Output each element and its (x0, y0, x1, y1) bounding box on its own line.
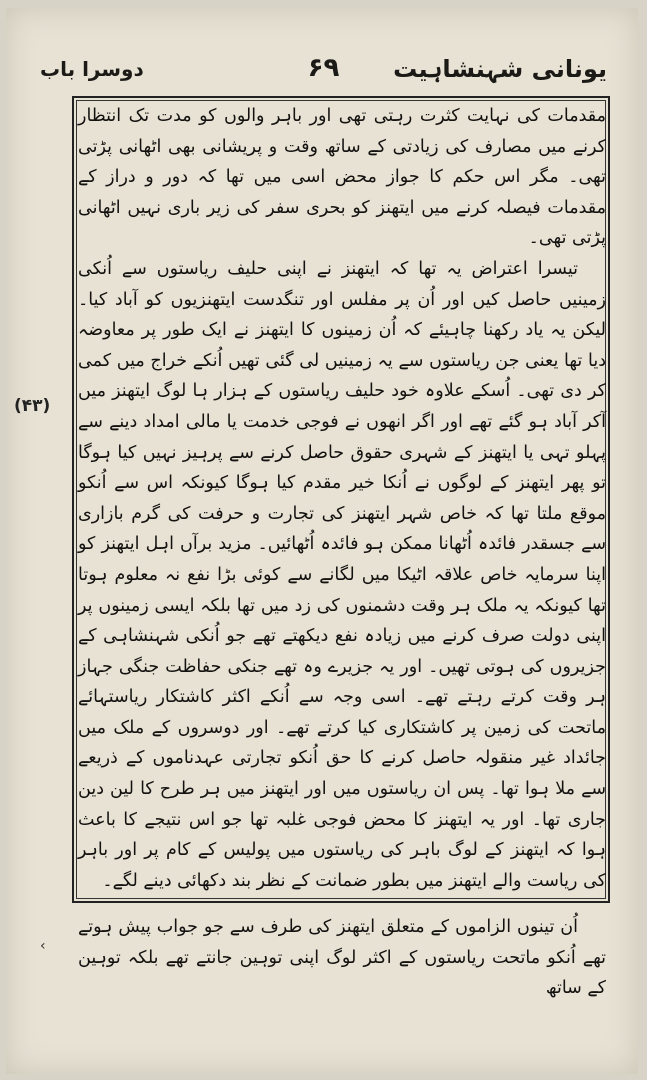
continuation-text (78, 912, 606, 1004)
margin-note: (۴۳) (14, 396, 51, 416)
paragraph: مقدمات کی نہایت کثرت رہتی تھی اور باہر والوں کو مدت تک انتظار کرنے میں مصارف کی زیادتی کے ساتھ وقت و پریشانی بھی اٹھانی پڑتی تھی۔ مگر اس حکم کا جواز محض اسی میں تھا کہ دور و دراز کے مقدمات فیصلہ کرنے میں ایتھنز کو بحری سفر کی زیر باری نہیں اٹھانی پڑتی تھی۔ (78, 106, 606, 249)
page-number: ۶۹ (307, 53, 340, 83)
paragraph: اُن تینوں الزاموں کے متعلق ایتھنز کی طرف سے جو جواب پیش ہوتے تھے اُنکو ماتحت ریاستوں کے اکثر لوگ اپنی توہین جانتے تھے بلکہ توہین کے ساتھ (78, 917, 606, 999)
ink-speck: ‹ (40, 938, 46, 954)
running-header (40, 55, 607, 89)
paragraph: تیسرا اعتراض یہ تھا کہ ایتھنز نے اپنی حلیف ریاستوں سے اُنکی زمینیں حاصل کیں اور اُن پر مفلس اور تنگدست ایتھنزیوں کو آباد کیا۔ لیکن یہ یاد رکھنا چاہیئے کہ اُن زمینوں کا ایتھنز نے ایک طور پر معاوضہ دیا تھا یعنی جن ریاستوں سے یہ زمینیں لی گئی تھیں اُنکے خراج میں کمی کر دی تھی۔ اُسکے علاوہ خود حلیف ریاستوں کے ہزار ہا لوگ ایتھنز میں آکر آباد ہو گئے تھے اور اگر انھوں نے فوجی خدمت یا مالی امداد دینے سے پہلو تہی یا ایتھنز کے شہری حقوق حاصل کرنے سے پرہیز نہیں کیا ہوگا تو پھر ایتھنز کے لوگوں نے اُنکا خیر مقدم کیا ہوگا کیونکہ اس سے اُنکو موقع ملتا تھا کہ خاص شہر ایتھنز کی تجارت و حرفت کی گرم بازاری سے جسقدر فائدہ اُٹھانا ممکن ہو فائدہ اُٹھائیں۔ مزید برآں اہل ایتھنز کو اپنا سرمایہ خاص علاقہ اٹیکا میں لگانے سے کوئی بڑا نفع نہ معلوم ہوتا تھا کیونکہ یہ ملک ہر وقت دشمنوں کی زد میں تھا بلکہ ایسی زمینوں پر اپنی دولت صرف کرنے میں زیادہ نفع دیکھتے تھے جو اُنکی شہنشاہی کے جزیروں کی ہوتی تھیں۔ اور یہ جزیرے وہ تھے جنکی حفاظت جنگی جہاز ہر وقت کرتے رہتے تھے۔ اسی وجہ سے اُنکے اکثر کاشتکار ریاستہائے ماتحت کی زمین پر کاشتکاری کیا کرتے تھے۔ اور دوسروں کے ملک میں جائداد غیر منقولہ حاصل کرنے کا حق اُنکو تجارتی عہدناموں کے ذریعے سے ملا ہوا تھا۔ پس ان ریاستوں میں اور ایتھنز میں ہر طرح کا لین دین جاری تھا۔ اور یہ ایتھنز کا محض فوجی غلبہ تھا جو اس نتیجے کا باعث ہوا کہ ایتھنز کے لوگ باہر کی ریاستوں میں پولیس کے کام پر اور باہر کی ریاست والے ایتھنز میں بطور ضمانت کے نظر بند دکھائی دینے لگے۔ (78, 258, 606, 891)
book-title: یونانی شہنشاہیت (393, 55, 607, 83)
chapter-title: دوسرا باب (40, 57, 144, 81)
framed-body-text (78, 101, 606, 896)
